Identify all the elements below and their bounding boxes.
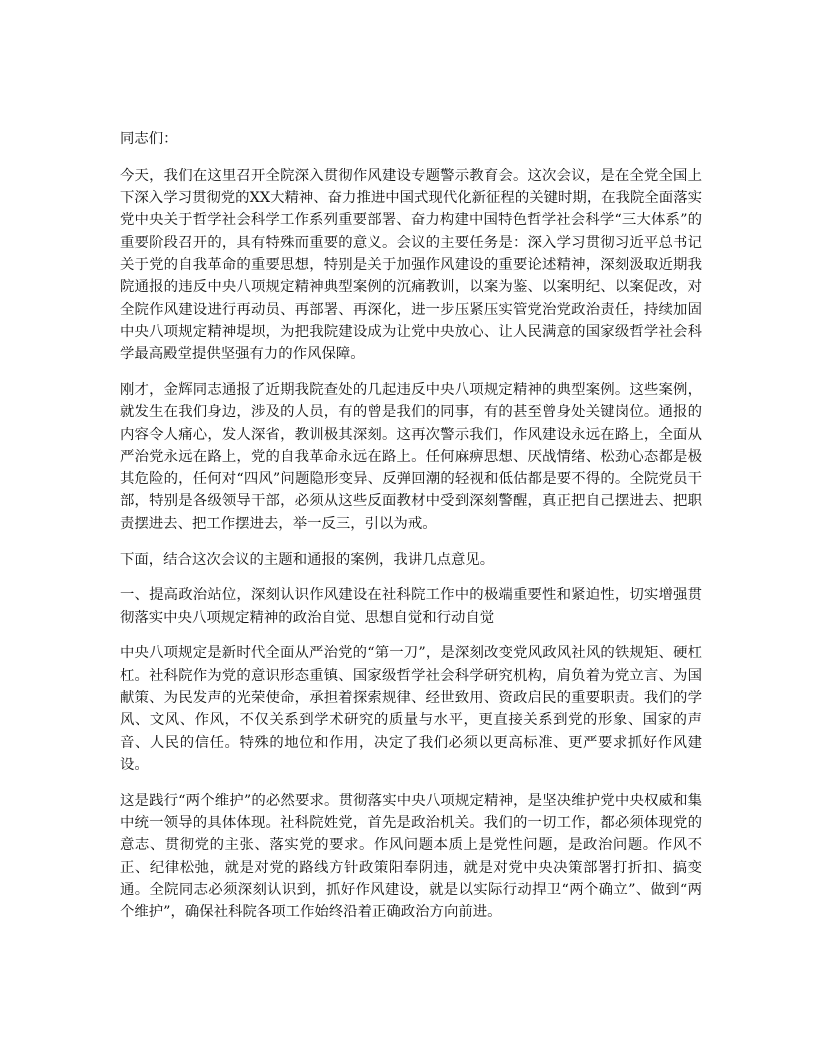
section-heading-1: 一、提高政治站位，深刻认识作风建设在社科院工作中的极端重要性和紧迫性，切实增强贯彻落实中央八项规定精神的政治自觉、思想自觉和行动自觉 bbox=[120, 587, 702, 626]
paragraph-transition: 下面，结合这次会议的主题和通报的案例，我讲几点意见。 bbox=[120, 551, 495, 568]
document-body bbox=[120, 128, 702, 937]
paragraph-eight-rules: 中央八项规定是新时代全面从严治党的“第一刀”，是深刻改变党风政风社风的铁规矩、硬杠杠。社科院作为党的意识形态重镇、国家级哲学社会科学研究机构，肩负着为党立言、为国献策、为民发声的光荣使命，承担着探索规律、经世致用、资政启民的重要职责。我们的学风、文风、作风，不仅关系到学术研究的质量与水平，更直接关系到党的形象、国家的声音、人民的信任。特殊的地位和作用，决定了我们必须以更高标准、更严要求抓好作风建设。 bbox=[120, 645, 702, 773]
paragraph-opening: 今天，我们在这里召开全院深入贯彻作风建设专题警示教育会。这次会议，是在全党全国上下深入学习贯彻党的XX大精神、奋力推进中国式现代化新征程的关键时期，在我院全面落实党中央关于哲学社会科学工作系列重要部署、奋力构建中国特色哲学社会科学“三大体系”的重要阶段召开的，具有特殊而重要的意义。会议的主要任务是：深入学习贯彻习近平总书记关于党的自我革命的重要思想，特别是关于加强作风建设的重要论述精神，深刻汲取近期我院通报的违反中央八项规定精神典型案例的沉痛教训，以案为鉴、以案明纪、以案促改，对全院作风建设进行再动员、再部署、再深化，进一步压紧压实管党治党政治责任，持续加固中央八项规定精神堤坝，为把我院建设成为让党中央放心、让人民满意的国家级哲学社会科学最高殿堂提供坚强有力的作风保障。 bbox=[120, 167, 702, 363]
paragraph-case-report: 刚才，金辉同志通报了近期我院查处的几起违反中央八项规定精神的典型案例。这些案例，就发生在我们身边，涉及的人员，有的曾是我们的同事，有的甚至曾身处关键岗位。通报的内容令人痛心，发人深省，教训极其深刻。这再次警示我们，作风建设永远在路上，全面从严治党永远在路上，党的自我革命永远在路上。任何麻痹思想、厌战情绪、松劲心态都是极其危险的，任何对“四风”问题隐形变异、反弹回潮的轻视和低估都是要不得的。全院党员干部，特别是各级领导干部，必须从这些反面教材中受到深刻警醒，真正把自己摆进去、把职责摆进去、把工作摆进去，举一反三，引以为戒。 bbox=[120, 381, 702, 532]
paragraph-two-safeguards: 这是践行“两个维护”的必然要求。贯彻落实中央八项规定精神，是坚决维护党中央权威和集中统一领导的具体体现。社科院姓党，首先是政治机关。我们的一切工作，都必须体现党的意志、贯彻党的主张、落实党的要求。作风问题本质上是党性问题，是政治问题。作风不正、纪律松弛，就是对党的路线方针政策阳奉阴违，就是对党中央决策部署打折扣、搞变通。全院同志必须深刻认识到，抓好作风建设，就是以实际行动捍卫“两个确立”、做到“两个维护”，确保社科院各项工作始终沿着正确政治方向前进。 bbox=[120, 792, 702, 921]
greeting: 同志们： bbox=[120, 131, 178, 147]
